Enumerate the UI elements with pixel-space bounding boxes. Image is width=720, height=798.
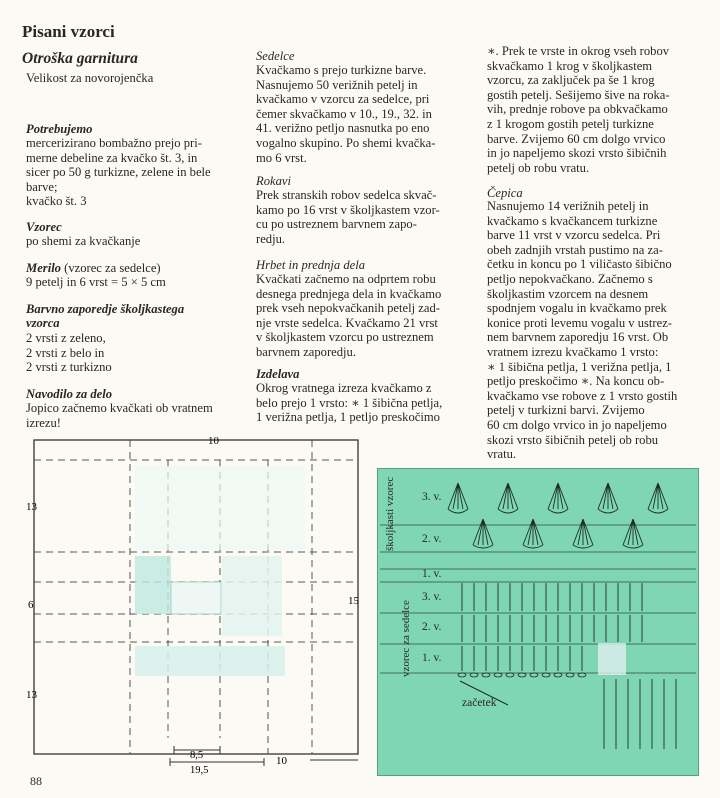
- back-text: [256, 272, 441, 360]
- instructions-heading: Navodilo za delo: [26, 387, 113, 401]
- cap-line: obeh zadnjih vrstah pustimo na za-: [487, 242, 663, 257]
- yoke-row-label: 3. v.: [422, 591, 442, 603]
- shell-row-label: 1. v.: [422, 568, 442, 580]
- shell-row-2: [473, 519, 643, 548]
- finish-cont-line: petelj ob robu vratu.: [487, 160, 590, 175]
- knit-photo-lower: [135, 646, 285, 676]
- knit-photo-center: [171, 582, 221, 614]
- materials-list: [26, 136, 211, 209]
- finish-cont-line: vzorcu, za zaključek pa še 1 krog: [487, 73, 655, 88]
- dim-right: 15: [348, 595, 359, 607]
- sleeves-line: Prek stranskih robov sedelca skvač-: [256, 188, 437, 202]
- shell-row-3: [448, 483, 668, 513]
- yoke-row-label: 2. v.: [422, 621, 442, 633]
- materials-heading: Potrebujemo: [26, 122, 93, 136]
- cap-line: skozi vrsto šibičnih petelj ob robu: [487, 432, 659, 447]
- size-text: Velikost za novorojenčka: [26, 71, 154, 85]
- instructions-text: [26, 401, 213, 430]
- cap-line: kvačkamo s kvačkancem turkizne: [487, 213, 658, 228]
- cap-text: [487, 199, 677, 462]
- materials-line: barve;: [26, 179, 58, 194]
- yoke-line: mo 6 vrst.: [256, 150, 307, 165]
- instructions-line: Jopico začnemo kvačkati ob vratnem: [26, 401, 213, 415]
- cap-line: konice proti levemu vogalu v ustrez-: [487, 315, 673, 330]
- finish-continued: [487, 44, 670, 175]
- chain-stitches: [458, 673, 586, 677]
- finish-heading: Izdelava: [256, 367, 300, 381]
- pattern-heading: Vzorec: [26, 220, 62, 234]
- yoke-line: kvačkamo v vzorcu za sedelce, pri: [256, 92, 430, 107]
- color-heading-2: vzorca: [26, 316, 60, 330]
- back-line: desnega prednjega dela in kvačkamo: [256, 286, 442, 301]
- cap-line: petelj v turkizni barvi. Zvijemo: [487, 403, 645, 418]
- finish-cont-line: in jo napeljemo skozi vrsto šibičnih: [487, 146, 667, 161]
- crochet-chart: [377, 468, 699, 776]
- page-number: 88: [30, 774, 42, 788]
- materials-line: kvačko št. 3: [26, 194, 87, 209]
- cap-line: četku in koncu po 1 viličasto šibično: [487, 257, 672, 272]
- cap-line: nem barvnem zaporedju 16 vrst. Ob: [487, 330, 669, 345]
- cap-heading: Čepica: [487, 186, 523, 200]
- yoke-line: čemer skvačkamo v 10., 19., 32. in: [256, 106, 432, 121]
- back-line: nje vrste sedelca. Kvačkamo 21 vrst: [256, 315, 438, 330]
- gauge-heading-line: [26, 261, 161, 276]
- dim-left-mid: 6: [28, 599, 34, 611]
- color-line: 2 vrsti z zeleno,: [26, 331, 106, 345]
- color-line: 2 vrsti z belo in: [26, 345, 105, 360]
- color-heading-1: Barvno zaporedje školjkastega: [26, 302, 185, 316]
- cap-line: kvačkamo vse robove z 1 vrsto gostih: [487, 388, 678, 403]
- cap-line: petljo nepokvačkano. Začnemo s: [487, 271, 653, 286]
- materials-line: mercerizirano bombažno prejo pri-: [26, 136, 202, 150]
- cap-line: 60 cm dolgo vrvico in jo napeljemo: [487, 417, 667, 432]
- corner-accent: [598, 643, 626, 675]
- cap-line: Nasnujemo 14 verižnih petelj in: [487, 199, 649, 213]
- page-title: Pisani vzorci: [22, 22, 115, 41]
- finish-line: 1 verižna petlja, 1 petljo preskočimo: [256, 410, 440, 425]
- section-title: Otroška garnitura: [22, 50, 138, 67]
- back-heading: Hrbet in prednja dela: [256, 258, 366, 272]
- finish-cont-line: barve. Zvijemo 60 cm dolgo vrvico: [487, 131, 666, 146]
- yoke-heading: Sedelce: [256, 49, 295, 63]
- shell-row-label: 2. v.: [422, 533, 442, 545]
- yoke-stitches: [462, 583, 676, 749]
- yoke-line: Kvačkamo s prejo turkizne barve.: [256, 63, 427, 77]
- gauge-text: 9 petelj in 6 vrst = 5 × 5 cm: [26, 275, 166, 289]
- gauge-heading: Merilo: [26, 261, 61, 275]
- dim-top: 10: [208, 435, 219, 447]
- shell-row-label: 3. v.: [422, 491, 442, 503]
- start-label: začetek: [462, 697, 497, 709]
- yoke-line: Nasnujemo 50 verižnih petelj in: [256, 77, 418, 92]
- knit-photo-right: [222, 556, 282, 636]
- yoke-row-label: 1. v.: [422, 652, 442, 664]
- materials-line: merne debeline za kvačko št. 3, in: [26, 150, 198, 165]
- sleeves-line: kamo po 16 vrst v školjkastem vzor-: [256, 202, 440, 217]
- finish-cont-line: gostih petelj. Sešijemo šive na roka-: [487, 87, 670, 102]
- sleeves-line: redju.: [256, 231, 286, 246]
- cap-line: petljo preskočimo ∗. Na koncu ob-: [487, 374, 665, 389]
- back-line: v školjkastem vzorcu po ustreznem: [256, 330, 434, 345]
- finish-line: Okrog vratnega izreza kvačkamo z: [256, 381, 432, 395]
- cap-line: spodnjem vogalu in kvačkamo prek: [487, 301, 667, 316]
- cap-line: školjkastim vzorcem na desnem: [487, 286, 649, 301]
- knit-photo-yoke: [135, 556, 171, 614]
- yoke-pattern-label: vzorec za sedelce: [400, 600, 412, 677]
- dim-bottom: 10: [276, 755, 287, 767]
- back-line: Kvačkati začnemo na odprtem robu: [256, 272, 436, 286]
- finish-line: belo prejo 1 vrsto: ∗ 1 šibična petlja,: [256, 395, 443, 410]
- cap-line: vratnem izrezu kvačkamo 1 vrsto:: [487, 344, 659, 359]
- yoke-line: 41. verižno petljo nasnutka po eno: [256, 121, 430, 136]
- pattern-text: po shemi za kvačkanje: [26, 234, 141, 248]
- garment-schematic: [20, 428, 370, 778]
- finish-cont-line: ∗. Prek te vrste in okrog vseh robov: [487, 44, 670, 58]
- back-line: prek vseh nepokvačkanih petelj zad-: [256, 301, 440, 316]
- finish-text: [256, 381, 442, 425]
- instructions-line: izrezu!: [26, 415, 61, 430]
- knit-photo-upper: [135, 466, 305, 550]
- cap-line: ∗ 1 šibična petlja, 1 verižna petlja, 1: [487, 359, 672, 374]
- dim-left-bottom: 13: [26, 689, 37, 701]
- yoke-text: [256, 63, 435, 165]
- color-line: 2 vrsti z turkizno: [26, 360, 112, 375]
- finish-cont-line: skvačkamo 1 krog v školjkastem: [487, 58, 653, 73]
- sleeves-text: [256, 188, 440, 246]
- finish-cont-line: vih, prednje robove pa obkvačkamo: [487, 102, 668, 117]
- cap-line: barve 11 vrst v vzorcu sedelca. Pri: [487, 228, 661, 243]
- color-list: [26, 331, 112, 375]
- dim-inner: 8,5: [190, 750, 204, 761]
- shell-pattern-label: školjkasti vzorec: [384, 476, 396, 551]
- materials-line: sicer po 50 g turkizne, zelene in bele: [26, 165, 211, 180]
- gauge-note: (vzorec za sedelce): [60, 261, 161, 275]
- sleeves-line: cu po ustreznem barvnem zapo-: [256, 217, 417, 232]
- back-line: barvnem zaporedju.: [256, 344, 357, 359]
- dim-total: 19,5: [190, 765, 209, 776]
- cap-line: vratu.: [487, 447, 517, 462]
- dim-left-top: 13: [26, 501, 37, 513]
- yoke-line: vogalno skupino. Po shemi kvačka-: [256, 135, 436, 150]
- sleeves-heading: Rokavi: [256, 174, 291, 188]
- finish-cont-line: z 1 krogom gostih petelj turkizne: [487, 116, 654, 131]
